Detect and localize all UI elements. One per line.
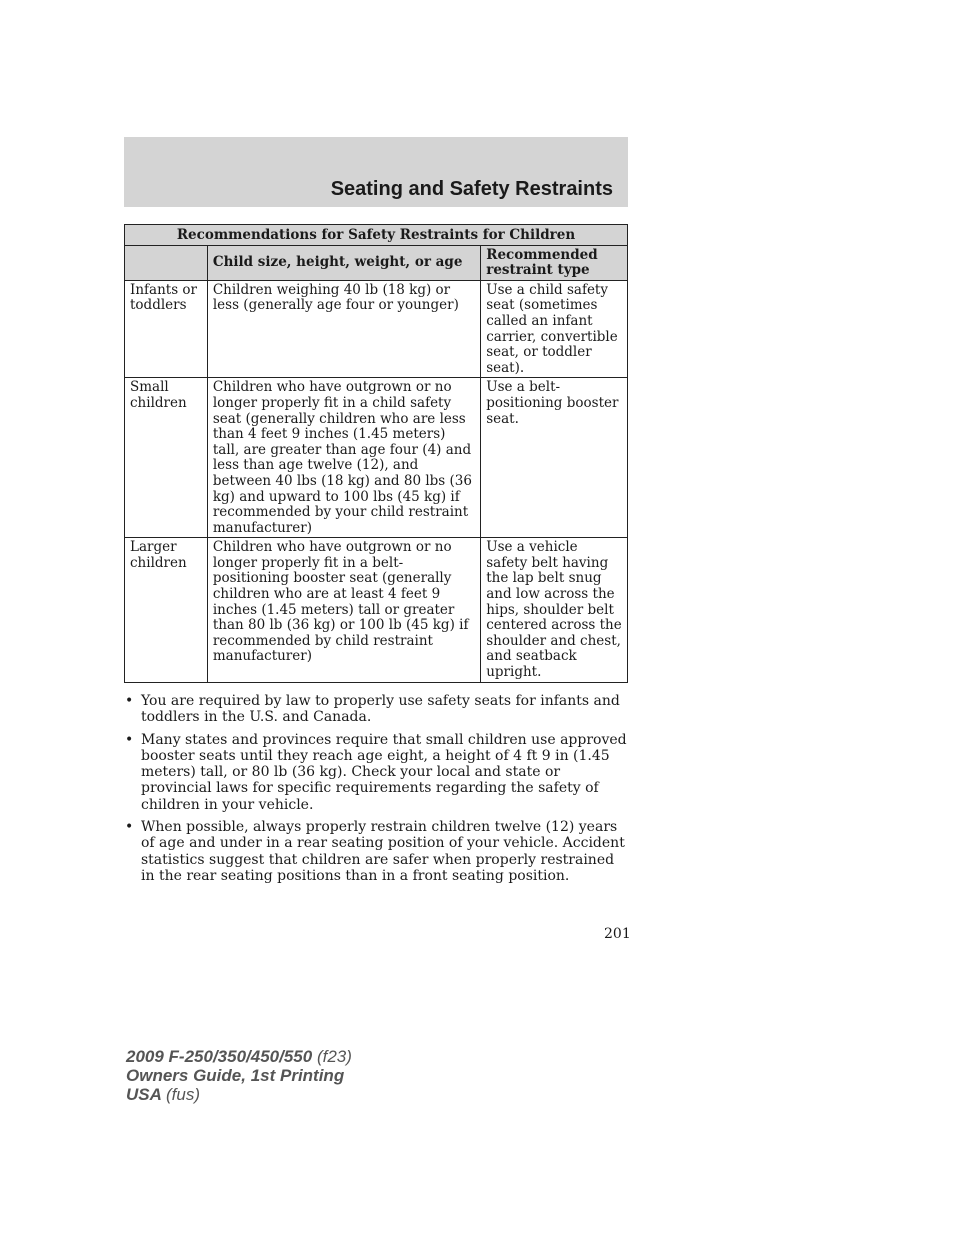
row-category: Small children: [125, 378, 208, 538]
note-text: You are required by law to properly use safety seats for infants and toddlers in the U.S. and Canada.: [141, 693, 620, 726]
column-header-restraint: Recommended restraint type: [481, 245, 628, 280]
table-caption: Recommendations for Safety Restraints for Children: [125, 225, 628, 246]
note-text: Many states and provinces require that small children use approved booster seats until they reach age eight, a height of 4 ft 9 in (1.45 meters) tall, or 80 lb (36 kg). Check your local and state or provincial laws for specific requirements regarding the safety of children in your vehicle.: [141, 731, 627, 813]
note-text: When possible, always properly restrain children twelve (12) years of age and under in a rear seating position of your vehicle. Accident statistics suggest that children are safer when properly restrained in the rear seating positions than in a front seating position.: [141, 819, 625, 884]
table-header-row: [125, 245, 628, 280]
footer-line-2: Owners Guide, 1st Printing: [126, 1066, 345, 1085]
list-item: [124, 732, 628, 813]
footer-region-code: (fus): [166, 1085, 200, 1104]
page-number: 201: [604, 926, 631, 942]
footer-model-code: (f23): [316, 1047, 352, 1066]
bullet-icon: •: [125, 731, 134, 748]
list-item: [124, 693, 628, 726]
row-category: Larger children: [125, 538, 208, 682]
table-row: [125, 280, 628, 378]
footer-line-3: [126, 1085, 352, 1104]
row-restraint: Use a child safety seat (sometimes called an infant carrier, convertible seat, or toddler seat).: [481, 280, 628, 378]
bullet-icon: •: [125, 819, 134, 836]
restraint-recommendations-table: [124, 224, 628, 683]
safety-notes-list: [124, 693, 628, 890]
document-footer: [126, 1047, 352, 1104]
column-header-category: [125, 245, 208, 280]
row-restraint: Use a belt-positioning booster seat.: [481, 378, 628, 538]
list-item: [124, 819, 628, 884]
column-header-size: Child size, height, weight, or age: [207, 245, 480, 280]
table-row: [125, 378, 628, 538]
bullet-icon: •: [125, 693, 134, 709]
row-size: Children weighing 40 lb (18 kg) or less (generally age four or younger): [207, 280, 480, 378]
section-header-band: [124, 137, 628, 207]
row-restraint: Use a vehicle safety belt having the lap belt snug and low across the hips, shoulder belt centered across the shoulder and chest, and seatback upright.: [481, 538, 628, 682]
table-row: [125, 538, 628, 682]
row-size: Children who have outgrown or no longer properly fit in a belt-positioning booster seat (generally children who are at least 4 feet 9 inches (1.45 meters) tall or greater than 80 lb (36 kg) or 100 lb (45 kg) if recommended by child restraint manufacturer): [207, 538, 480, 682]
footer-line-1: [126, 1047, 352, 1066]
row-size: Children who have outgrown or no longer properly fit in a child safety seat (generally children who are less than 4 feet 9 inches (1.45 meters) tall, are greater than age four (4) and less than age twelve (12), and between 40 lbs (18 kg) and 80 lbs (36 kg) and upward to 100 lbs (45 kg) if recommended by your child restraint manufacturer): [207, 378, 480, 538]
footer-model: 2009 F-250/350/450/550: [126, 1047, 313, 1066]
footer-region: USA: [126, 1085, 162, 1104]
row-category: Infants or toddlers: [125, 280, 208, 378]
section-title: Seating and Safety Restraints: [330, 178, 613, 200]
